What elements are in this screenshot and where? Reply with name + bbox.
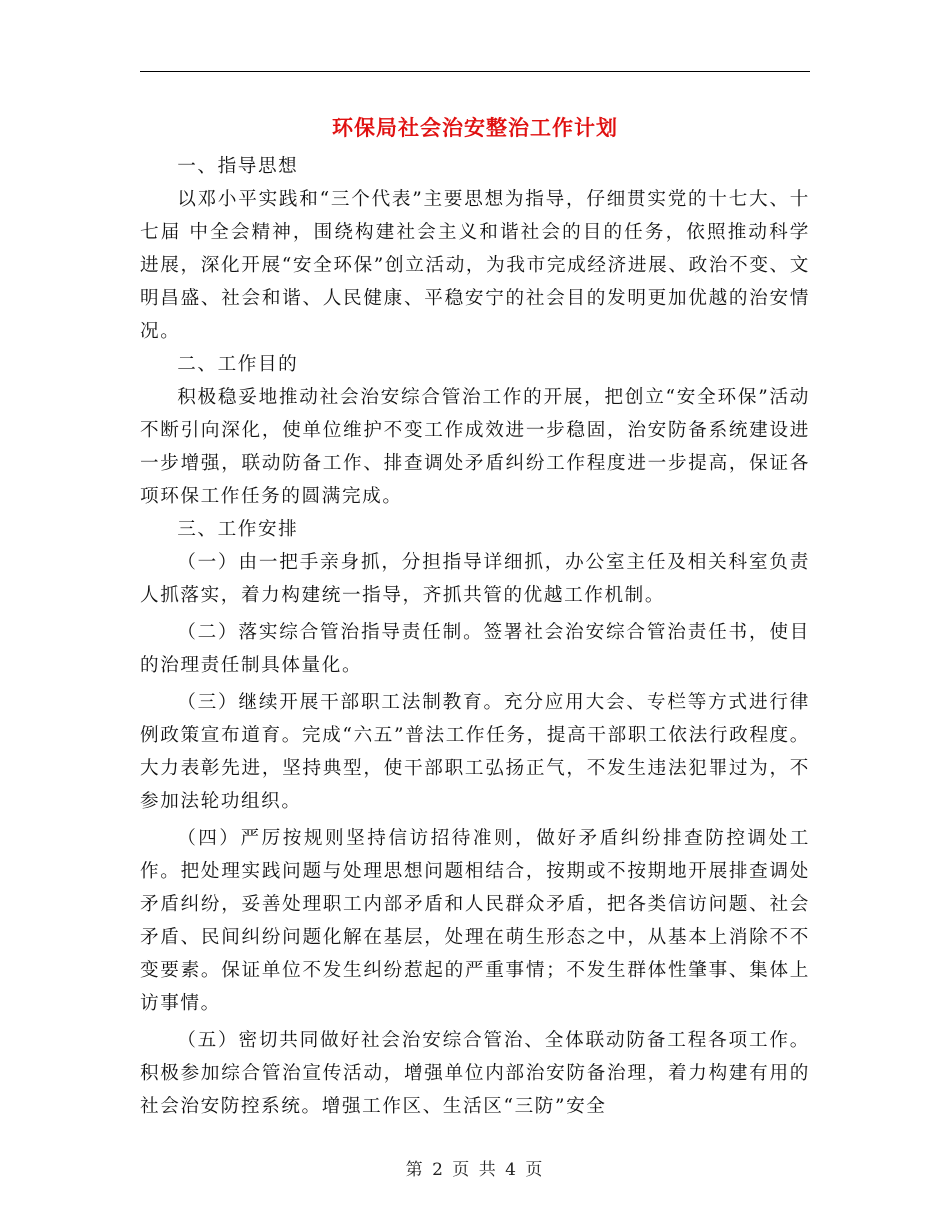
- page-number: 第 2 页 共 4 页: [405, 1160, 545, 1180]
- section-heading-work-arrangement: 三、工作安排: [177, 519, 299, 540]
- paragraph-item-3: （三）继续开展干部职工法制教育。充分应用大会、专栏等方式进行律例政策宣布道育。完成“六五”普法工作任务，提高干部职工依法行政程度。大力表彰先进，坚持典型，使干部职工弘扬正气，不发生违法犯罪过为，不参加法轮功组织。: [140, 692, 810, 812]
- header-rule: [140, 71, 810, 72]
- paragraph-item-5: （五）密切共同做好社会治安综合管治、全体联动防备工程各项工作。积极参加综合管治宣传活动，增强单位内部治安防备治理，着力构建有用的社会治安防控系统。增强工作区、生活区“三防”安全: [140, 1030, 810, 1117]
- paragraph-item-1: （一）由一把手亲身抓，分担指导详细抓，办公室主任及相关科室负责人抓落实，着力构建统一指导，齐抓共管的优越工作机制。: [140, 552, 810, 606]
- paragraph-item-4: （四）严厉按规则坚持信访招待准则，做好矛盾纠纷排查防控调处工作。把处理实践问题与处理思想问题相结合，按期或不按期地开展排查调处矛盾纠纷，妥善处理职工内部矛盾和人民群众矛盾，把各类信访问题、社会矛盾、民间纠纷问题化解在基层，处理在萌生形态之中，从基本上消除不不变要素。保证单位不发生纠纷惹起的严重事情；不发生群体性肇事、集体上访事情。: [140, 828, 810, 1014]
- document-title: 环保局社会治安整治工作计划: [332, 115, 618, 140]
- section-heading-work-objective: 二、工作目的: [177, 354, 299, 375]
- paragraph-work-objective: 积极稳妥地推动社会治安综合管治工作的开展，把创立“安全环保”活动不断引向深化，使单位维护不变工作成效进一步稳固，治安防备系统建设进一步增强，联动防备工作、排查调处矛盾纠纷工作程度进一步提高，保证各项环保工作任务的圆满完成。: [140, 387, 810, 507]
- section-heading-guiding-ideology: 一、指导思想: [177, 156, 299, 177]
- paragraph-guiding-ideology: 以邓小平实践和“三个代表”主要思想为指导，仔细贯实党的十七大、十七届 中全会精神，围绕构建社会主义和谐社会的目的任务，依照推动科学进展，深化开展“安全环保”创立活动，为我市完成经济进展、政治不变、文明昌盛、社会和谐、人民健康、平稳安宁的社会目的发明更加优越的治安情况。: [140, 189, 810, 342]
- document-body: [140, 150, 810, 1123]
- paragraph-item-2: （二）落实综合管治指导责任制。签署社会治安综合管治责任书，使目的治理责任制具体量化。: [140, 622, 810, 676]
